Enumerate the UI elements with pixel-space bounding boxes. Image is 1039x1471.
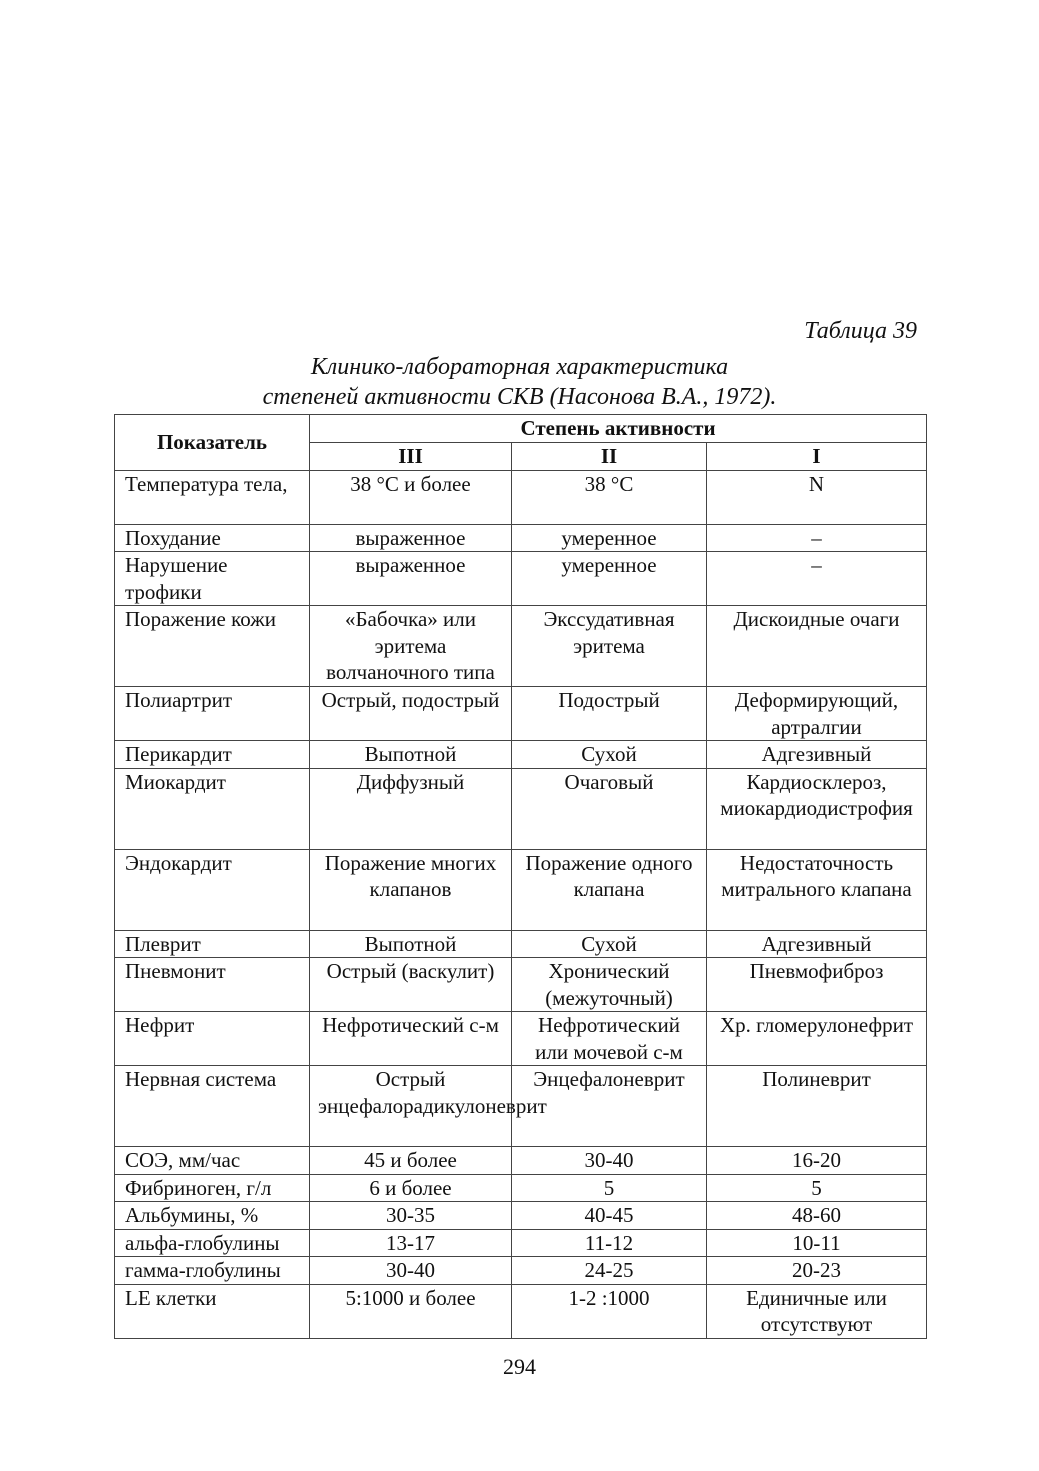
activity-table — [114, 414, 927, 1339]
degree-1-cell: Деформирующий, артралгии — [707, 687, 927, 741]
table-row — [115, 958, 927, 1012]
degree-1-cell: Единичные или отсутствуют — [707, 1284, 927, 1338]
table-row — [115, 470, 927, 524]
degree-3-cell: 45 и более — [310, 1147, 512, 1175]
table-row — [115, 552, 927, 606]
degree-2-cell: Подострый — [512, 687, 707, 741]
degree-3-cell: 38 °С и более — [310, 470, 512, 524]
degree-2-cell: умеренное — [512, 524, 707, 552]
degree-3-cell: Острый, подострый — [310, 687, 512, 741]
indicator-cell: Поражение кожи — [115, 606, 310, 687]
table-caption-line-2: степеней активности СКВ (Насонова В.А., 1972). — [262, 384, 777, 410]
degree-3-cell: 13-17 — [310, 1229, 512, 1257]
indicator-cell: Полиартрит — [115, 687, 310, 741]
header-degree-1: I — [707, 443, 927, 471]
indicator-cell: Миокардит — [115, 768, 310, 849]
indicator-cell: Эндокардит — [115, 849, 310, 930]
indicator-cell: Нефрит — [115, 1012, 310, 1066]
degree-1-cell: Дискоидные очаги — [707, 606, 927, 687]
degree-1-cell: – — [707, 524, 927, 552]
table-row — [115, 1257, 927, 1285]
degree-2-cell: умеренное — [512, 552, 707, 606]
header-activity: Степень активности — [310, 415, 927, 443]
degree-2-cell: Энцефалоневрит — [512, 1066, 707, 1147]
indicator-cell: Пневмонит — [115, 958, 310, 1012]
indicator-cell: альфа-глобулины — [115, 1229, 310, 1257]
degree-1-cell: 20-23 — [707, 1257, 927, 1285]
degree-3-cell: 6 и более — [310, 1174, 512, 1202]
degree-3-cell: выраженное — [310, 552, 512, 606]
table-number: Таблица 39 — [804, 318, 917, 344]
degree-2-cell: Экссудативная эритема — [512, 606, 707, 687]
degree-1-cell: Адгезивный — [707, 741, 927, 769]
table-row — [115, 1174, 927, 1202]
table-row — [115, 1202, 927, 1230]
degree-1-cell: N — [707, 470, 927, 524]
degree-2-cell: 5 — [512, 1174, 707, 1202]
degree-2-cell: 1-2 :1000 — [512, 1284, 707, 1338]
indicator-cell: Похудание — [115, 524, 310, 552]
degree-1-cell: Кардиосклероз, миокардиодистрофия — [707, 768, 927, 849]
table-row — [115, 687, 927, 741]
degree-3-cell: Диффузный — [310, 768, 512, 849]
header-degree-3: III — [310, 443, 512, 471]
degree-3-cell: Нефротический с-м — [310, 1012, 512, 1066]
header-indicator: Показатель — [115, 415, 310, 471]
table-row — [115, 606, 927, 687]
table-row — [115, 768, 927, 849]
degree-3-cell: 30-35 — [310, 1202, 512, 1230]
degree-3-cell: Поражение многих клапанов — [310, 849, 512, 930]
degree-2-cell: Хронический (межуточный) — [512, 958, 707, 1012]
degree-1-cell: 5 — [707, 1174, 927, 1202]
table-row — [115, 849, 927, 930]
degree-2-cell: 40-45 — [512, 1202, 707, 1230]
degree-3-cell: 30-40 — [310, 1257, 512, 1285]
table-row — [115, 1012, 927, 1066]
indicator-cell: Плеврит — [115, 930, 310, 958]
table-caption-line-1: Клинико-лабораторная характеристика — [310, 354, 729, 380]
table-row — [115, 1066, 927, 1147]
degree-3-cell: Выпотной — [310, 930, 512, 958]
degree-1-cell: Полиневрит — [707, 1066, 927, 1147]
indicator-cell: Нарушение трофики — [115, 552, 310, 606]
indicator-cell: Перикардит — [115, 741, 310, 769]
degree-3-cell: Острый энцефалорадикулоневрит — [310, 1066, 512, 1147]
indicator-cell: LE клетки — [115, 1284, 310, 1338]
indicator-cell: СОЭ, мм/час — [115, 1147, 310, 1175]
degree-2-cell: Очаговый — [512, 768, 707, 849]
indicator-cell: Альбумины, % — [115, 1202, 310, 1230]
degree-1-cell: 10-11 — [707, 1229, 927, 1257]
degree-1-cell: Недостаточность митрального клапана — [707, 849, 927, 930]
indicator-cell: Температура тела, — [115, 470, 310, 524]
degree-2-cell: Нефротический или мочевой с-м — [512, 1012, 707, 1066]
degree-1-cell: – — [707, 552, 927, 606]
indicator-cell: Нервная система — [115, 1066, 310, 1147]
indicator-cell: Фибриноген, г/л — [115, 1174, 310, 1202]
degree-2-cell: 11-12 — [512, 1229, 707, 1257]
degree-2-cell: Поражение одного клапана — [512, 849, 707, 930]
table-row — [115, 1147, 927, 1175]
degree-3-cell: Выпотной — [310, 741, 512, 769]
table-row — [115, 1229, 927, 1257]
table-row — [115, 930, 927, 958]
degree-3-cell: Острый (васкулит) — [310, 958, 512, 1012]
degree-3-cell: 5:1000 и более — [310, 1284, 512, 1338]
degree-2-cell: Сухой — [512, 741, 707, 769]
degree-3-cell: выраженное — [310, 524, 512, 552]
degree-1-cell: 48-60 — [707, 1202, 927, 1230]
degree-2-cell: 30-40 — [512, 1147, 707, 1175]
degree-2-cell: 24-25 — [512, 1257, 707, 1285]
degree-2-cell: Сухой — [512, 930, 707, 958]
degree-2-cell: 38 °С — [512, 470, 707, 524]
table-row — [115, 1284, 927, 1338]
degree-1-cell: 16-20 — [707, 1147, 927, 1175]
table-row — [115, 741, 927, 769]
degree-1-cell: Пневмофиброз — [707, 958, 927, 1012]
indicator-cell: гамма-глобулины — [115, 1257, 310, 1285]
page-number: 294 — [503, 1354, 536, 1379]
header-degree-2: II — [512, 443, 707, 471]
table-row — [115, 524, 927, 552]
degree-1-cell: Хр. гломерулонефрит — [707, 1012, 927, 1066]
degree-1-cell: Адгезивный — [707, 930, 927, 958]
degree-3-cell: «Бабочка» или эритема волчаночного типа — [310, 606, 512, 687]
